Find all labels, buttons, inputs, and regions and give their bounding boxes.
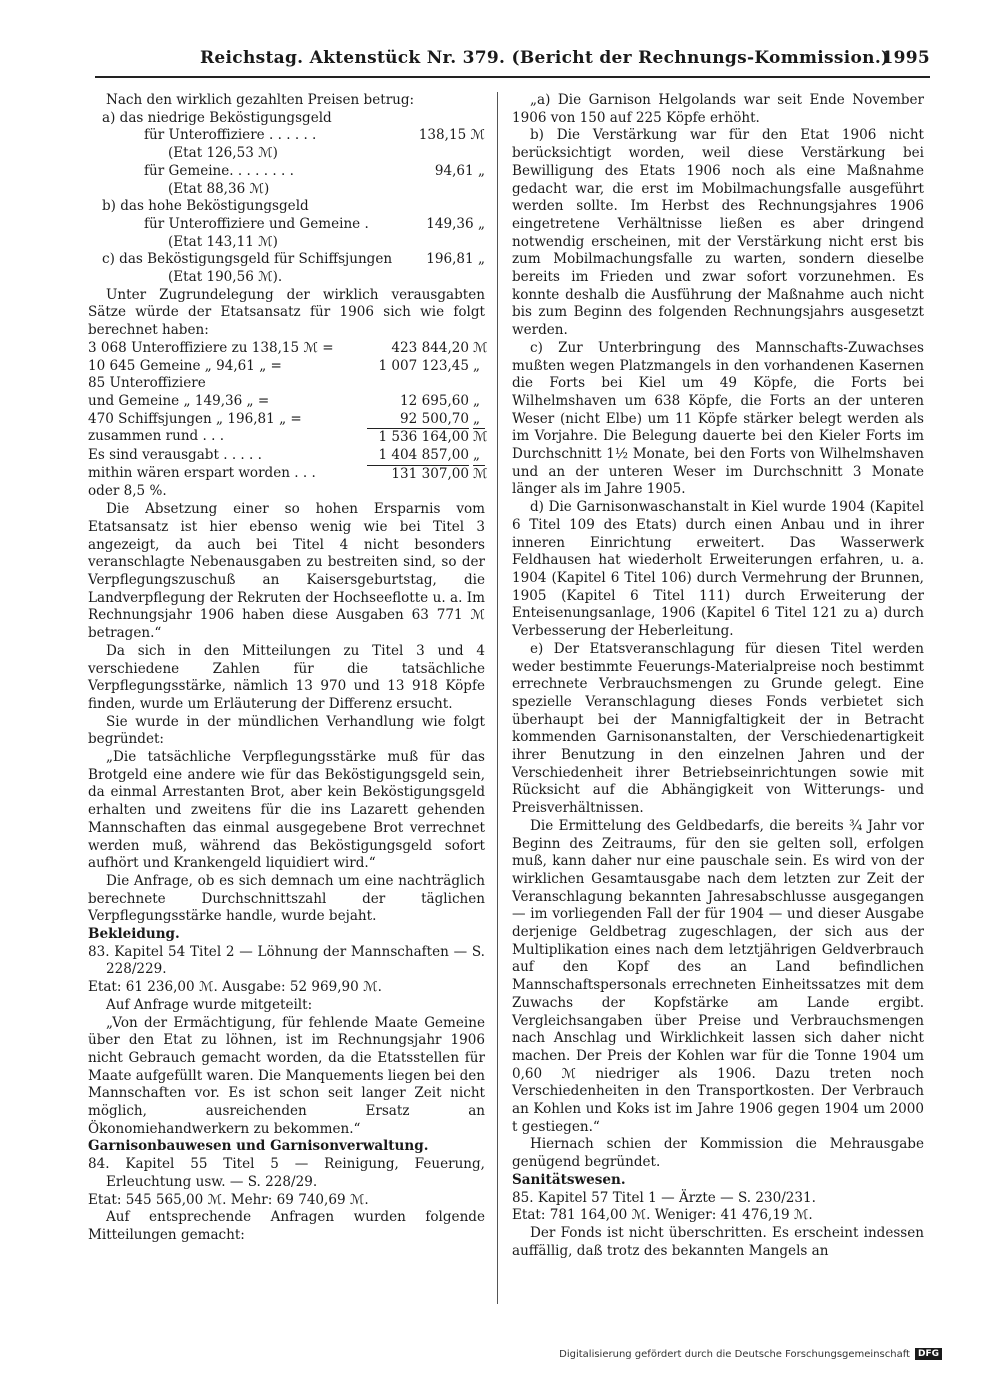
calc-unit: „ [473, 392, 481, 409]
calc-label: 85 Unteroffiziere [88, 375, 206, 392]
item-label: a) das niedrige Beköstigungsgeld [102, 109, 332, 126]
rate-amount: 149,36 „ [426, 215, 485, 232]
paragraph: Die Ermittelung des Geldbedarfs, die bereits ¾ Jahr vor Beginn des Zeitraums, für den sie gelten soll, erfolgen muß, kann daher nur eine pauschale sein. Es wird von der wirklichen Gesamtausgabe nach dem letzten zur Zeit der Veranschlagung bekannten Jahresabschlusse ausgegangen — im vorliegenden Fall der für 1904 — und dieser Ausgabe derjenige Geldbetrag zugeschlagen, der sich aus der Multiplikation eines nach dem letztjährigen Geldverbrauch auf den Kopf des an Land befindlichen Mannschaftspersonals errechneten Einheitssatzes mit dem Zuwachs der Kopfstärke am Lande ergibt. Vergleichsangaben über Preise und Verbrauchsmengen nach Anschlag und Wirklichkeit lassen sich daher nicht machen. Der Preis der Kohlen war für die Tonne 1904 um 0,60 ℳ niedriger als 1906. Dazu treten noch Verschiedenheiten in den Transportkosten. Der Verbrauch an Kohlen und Koks ist im Jahre 1906 gegen 1904 um 2000 t gestiegen.“ [512, 817, 924, 1135]
rate-label: für Unteroffiziere . . . . . . [144, 127, 317, 144]
paragraph: d) Die Garnisonwaschanstalt in Kiel wurde 1904 (Kapitel 6 Titel 109 des Etats) durch einen Anbau und in ihrer inneren Einrichtung erweitert. Das Wasserwerk Feldhausen hat wiederholt Erweiterungen erfahren, u. a. 1904 (Kapitel 6 Titel 106) durch Vermehrung der Brunnen, 1905 (Kapitel 6 Titel 111) durch Erweiterung der Enteisenungsanlage, 1906 (Kapitel 6 Titel 121 zu a) durch Verbesserung der Heberleitung. [512, 499, 924, 640]
paragraph: Nach den wirklich gezahlten Preisen betrug: [106, 92, 415, 108]
paragraph: Sie wurde in der mündlichen Verhandlung wie folgt begründet: [88, 713, 485, 748]
right-column [512, 92, 924, 1260]
etat-note: (Etat 190,56 ℳ). [168, 269, 283, 286]
paragraph: c) Zur Unterbringung des Mannschafts-Zuwachses mußten wegen Platzmangels in den vorhandenen Kasernen die Forts bei Kiel um 49 Köpfe, die Forts bei Wilhelmshaven um 638 Köpfe, die Forts an der unteren Weser (nicht Elbe) um 11 Köpfe stärker belegt werden als im Vorjahre. Die Belegung dauerte bei den Kieler Forts im Durchschnitt 1½ Monate, bei den Forts von Wilhelmshaven und an der unteren Weser im Durchschnitt 3 Monate länger als im Jahre 1905. [512, 339, 924, 498]
calc-amount: 92 500,70 [400, 410, 469, 427]
paragraph: Auf Anfrage wurde mitgeteilt: [106, 996, 313, 1013]
calc-label: 3 068 Unteroffiziere zu 138,15 ℳ = [88, 339, 334, 356]
etat-note: (Etat 143,11 ℳ) [168, 233, 278, 250]
item-85: 85. Kapitel 57 Titel 1 — Ärzte — S. 230/231. [512, 1189, 816, 1206]
calc-amount: 423 844,20 [391, 339, 469, 356]
item-label: b) das hohe Beköstigungsgeld [102, 198, 309, 215]
paragraph: Der Fonds ist nicht überschritten. Es erscheint indessen auffällig, daß trotz des bekannten Mangels an [512, 1225, 924, 1259]
calc-amount [367, 375, 469, 393]
rate-row [88, 251, 485, 269]
item-83-etat: Etat: 61 236,00 ℳ. Ausgabe: 52 969,90 ℳ. [88, 979, 382, 996]
item-85-etat: Etat: 781 164,00 ℳ. Weniger: 41 476,19 ℳ. [512, 1207, 813, 1224]
section-heading: Garnisonbauwesen und Garnisonverwaltung. [88, 1138, 429, 1155]
etat-note: (Etat 126,53 ℳ) [168, 145, 278, 162]
calc-label: 470 Schiffsjungen „ 196,81 „ = [88, 410, 302, 427]
paragraph: Unter Zugrundelegung der wirklich verausgabten Sätze würde der Etatsansatz für 1906 sich wie folgt berechnet haben: [88, 286, 485, 339]
paragraph: Auf entsprechende Anfragen wurden folgende Mitteilungen gemacht: [88, 1209, 485, 1243]
quotation: „Die tatsächliche Verpflegungsstärke muß für das Brotgeld eine andere wie für das Beköstigungsgeld sein, da einmal Arrestanten Brot, aber kein Beköstigungsgeld erhalten und zweitens für die ins Lazarett gehenden Mannschaften das einmal ausgegebene Brot verrechnet werden muß, während das Beköstigungsgeld sofort aufhört und Krankengeld liquidiert wird.“ [88, 749, 485, 872]
paragraph: Die Absetzung einer so hohen Ersparnis vom Etatsansatz ist hier ebenso wenig wie bei Titel 3 angezeigt, da auch bei Titel 4 nicht besonders veranschlagte Nebenausgaben zu bestreiten sind, so der Verpflegungszuschuß an Kaisersgeburtstag, die Landverpflegung der Rekruten der Hochseeflotte u. a. Im Rechnungsjahr 1906 haben diese Ausgaben 63 771 ℳ betragen.“ [88, 501, 485, 642]
calc-amount: 1 404 857,00 [378, 447, 469, 464]
item-84-etat: Etat: 545 565,00 ℳ. Mehr: 69 740,69 ℳ. [88, 1191, 369, 1208]
calc-unit [473, 375, 485, 393]
section-heading: Sanitätswesen. [512, 1171, 626, 1188]
rate-row [88, 127, 485, 145]
calc-amount: 12 695,60 [400, 392, 469, 409]
header-title: Reichstag. Aktenstück Nr. 379. (Bericht der Rechnungs-Kommission.) [200, 48, 890, 68]
paragraph: e) Der Etatsveranschlagung für diesen Titel werden weder bestimmte Feuerungs-Materialpreise noch bestimmt errechnete Verbrauchsmengen zu Grunde gelegt. Eine spezielle Veranschlagung dieses Fonds verbietet sich überhaupt bei der Mannigfaltigkeit der in Betracht kommenden Garnisonanstalten, der Verschiedenartigkeit ihrer Benutzung in den einzelnen Jahren und der Verschiedenheit ihrer Betriebseinrichtungen sowie mit Rücksicht auf die Abhängigkeit von Witterungs- und Preisverhältnissen. [512, 640, 924, 817]
quotation: „Von der Ermächtigung, für fehlende Maate Gemeine über den Etat zu löhnen, ist im Rechnungsjahr 1906 nicht Gebrauch gemacht worden, da die Etatsstellen für Maate aufgefüllt waren. Die Manquements liegen bei den Mannschaften vor. Es ist schon seit langer Zeit nicht möglich, ausreichenden Ersatz an Ökonomiehandwerkern zu bekommen.“ [88, 1014, 485, 1137]
section-heading: Bekleidung. [88, 926, 180, 943]
item-84: 84. Kapitel 55 Titel 5 — Reinigung, Feuerung, Erleuchtung usw. — S. 228/29. [88, 1156, 485, 1190]
calc-unit: „ [473, 447, 481, 464]
rate-label: für Unteroffiziere und Gemeine . [144, 215, 369, 232]
calc-unit: „ [473, 357, 481, 374]
etat-note: (Etat 88,36 ℳ) [168, 180, 270, 197]
calc-label: 10 645 Gemeine „ 94,61 „ = [88, 357, 282, 374]
rate-amount: 138,15 ℳ [418, 127, 485, 144]
rate-amount: 196,81 „ [426, 251, 485, 268]
calc-amount: 1 007 123,45 [378, 357, 469, 374]
calc-unit: „ [473, 410, 481, 427]
item-83: 83. Kapitel 54 Titel 2 — Löhnung der Mannschaften — S. 228/229. [88, 943, 485, 978]
calc-unit: ℳ [473, 339, 488, 356]
dfg-logo: DFG [915, 1348, 942, 1360]
rate-row [88, 216, 485, 234]
rate-label: für Gemeine. . . . . . . . [144, 162, 294, 179]
page-header [200, 48, 930, 68]
rate-label: c) das Beköstigungsgeld für Schiffsjungen [102, 251, 393, 268]
calc-label: und Gemeine „ 149,36 „ = [88, 392, 270, 409]
calculation-table [88, 339, 488, 484]
calc-label: mithin wären erspart worden . . . [88, 464, 316, 481]
calc-label: Es sind verausgabt . . . . . [88, 447, 262, 464]
left-column [88, 92, 488, 1245]
paragraph: „a) Die Garnison Helgolands war seit Ende November 1906 von 150 auf 225 Köpfe erhöht. [512, 92, 924, 126]
calc-unit: ℳ [473, 465, 488, 482]
paragraph: Hiernach schien der Kommission die Mehrausgabe genügend begründet. [512, 1136, 924, 1171]
paragraph: b) Die Verstärkung war für den Etat 1906 nicht berücksichtigt worden, weil diese Verstärkung bei Bewilligung des Etats 1906 noch als eine Maßnahme gedacht war, die erst im Mobilmachungsfalle ausgeführt werden sollte. Im Herbst des Rechnungsjahres 1906 eingetretene Verhältnisse ließen es aber dringend notwendig erscheinen, mit der Verstärkung nicht erst bis zum Mobilmachungsfalle zu warten, sondern dieselbe bereits im Frieden und zwar sofort vorzunehmen. Es konnte deshalb die Ausführung der Maßnahme auch nicht bis zum Beginn des folgenden Rechnungsjahrs ausgesetzt werden. [512, 127, 924, 339]
header-rule [95, 76, 930, 78]
rate-amount: 94,61 „ [434, 162, 485, 179]
calc-label: zusammen rund . . . [88, 428, 225, 445]
paragraph: Da sich in den Mitteilungen zu Titel 3 und 4 verschiedene Zahlen für die tatsächliche Verpflegungsstärke, nämlich 13 970 und 13 918 Köpfe finden, wurde um Erläuterung der Differenz ersucht. [88, 642, 485, 712]
column-divider [497, 92, 498, 1304]
calc-amount: 1 536 164,00 [367, 428, 469, 447]
paragraph: Die Anfrage, ob es sich demnach um eine nachträglich berechnete Durchschnittszahl der täglichen Verpflegungsstärke handle, wurde bejaht. [88, 872, 485, 925]
rate-row [88, 163, 485, 181]
calc-unit: ℳ [473, 429, 488, 446]
calc-note: oder 8,5 %. [88, 483, 167, 500]
page-number: 1995 [881, 48, 930, 68]
calc-amount: 131 307,00 [367, 465, 469, 484]
footer-text: Digitalisierung gefördert durch die Deutsche Forschungsgemeinschaft [559, 1348, 910, 1360]
footer [559, 1348, 942, 1360]
